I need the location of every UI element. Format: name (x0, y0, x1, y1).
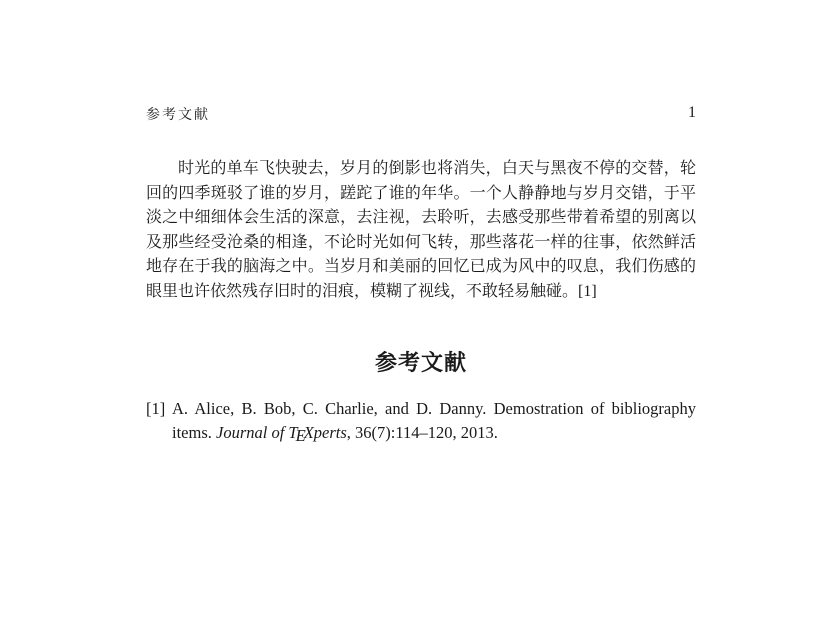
paragraph-text: 时光的单车飞快驶去，岁月的倒影也将消失，白天与黑夜不停的交替，轮回的四季斑驳了谁的岁月，蹉跎了谁的年华。一个人静静地与岁月交错，于平淡之中细细体会生活的深意，去注视，去聆听，去感受那些带着希望的别离以及那些经受沧桑的相逢，不论时光如何飞转，那些落花一样的往事，依然鲜活地存在于我的脑海之中。当岁月和美丽的回忆已成为风中的叹息，我们伤感的眼里也许依然残存旧时的泪痕，模糊了视线，不敢轻易触碰。 (146, 158, 696, 300)
running-header-title: 参考文献 (146, 107, 210, 123)
bibliography-text (172, 397, 696, 445)
journal-name-prefix: Journal of T (216, 423, 298, 442)
journal-name-suffix: Xperts (303, 423, 347, 442)
references-heading: 参考文献 (374, 351, 467, 376)
bibliography-label: [1] (146, 399, 166, 418)
bibliography-authors-title: A. Alice, B. Bob, C. Charlie, and D. Danny. Demostration of bibliography items. (172, 399, 696, 442)
body-paragraph (146, 156, 696, 305)
bibliography-journal (216, 423, 347, 445)
bibliography-list (146, 397, 696, 445)
running-header (146, 104, 696, 126)
bibliography-details: , 36(7):114–120, 2013. (346, 423, 498, 442)
bibliography-entry (146, 397, 696, 445)
journal-name-tex-e: E (295, 426, 306, 445)
page-number: 1 (688, 104, 696, 121)
citation-link[interactable]: [1] (578, 282, 597, 300)
